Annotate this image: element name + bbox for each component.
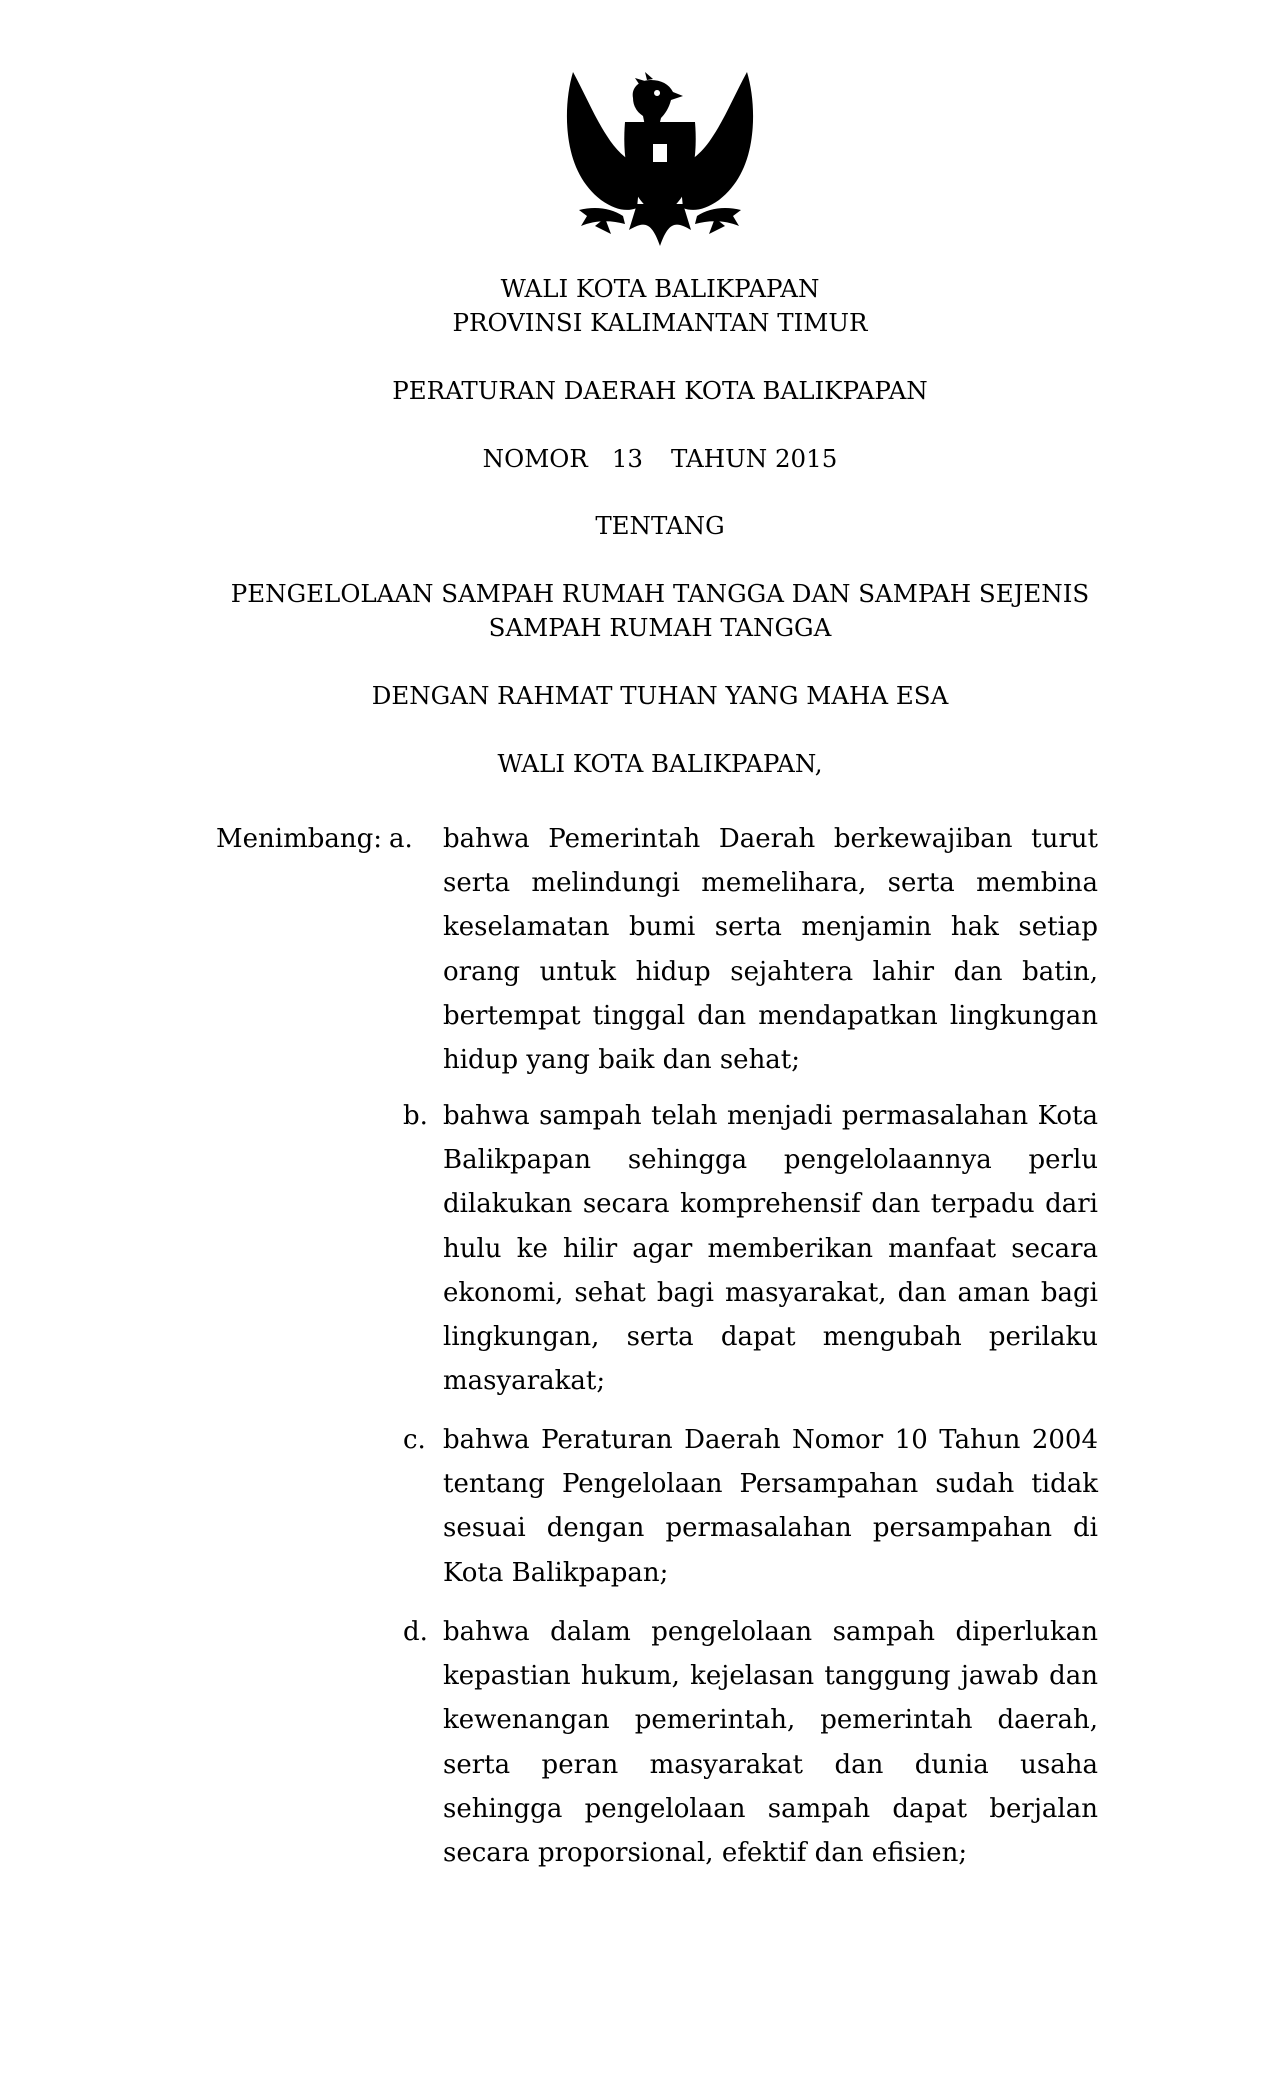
nomor-value: 13 (611, 444, 644, 473)
menimbang-label: Menimbang: (216, 824, 383, 854)
consideration-text-c: bahwa Peraturan Daerah Nomor 10 Tahun 2004 tentang Pengelolaan Persampahan sudah tidak sesuai dengan permasalahan persampahan di Kota Balikpapan; (443, 1425, 1098, 1588)
nomor-label: NOMOR (482, 444, 588, 473)
invocation: DENGAN RAHMAT TUHAN YANG MAHA ESA (371, 681, 949, 710)
province-title: PROVINSI KALIMANTAN TIMUR (452, 308, 868, 337)
issuer-title: WALI KOTA BALIKPAPAN (500, 274, 820, 303)
consideration-text-b: bahwa sampah telah menjadi permasalahan Kota Balikpapan sehingga pengelolaannya perlu dilakukan secara komprehensif dan terpadu dari hulu ke hilir agar memberikan manfaat secara ekonomi, sehat bagi masyarakat, dan aman bagi lingkungan, serta dapat mengubah perilaku masyarakat; (443, 1101, 1098, 1397)
subject-line-1: PENGELOLAAN SAMPAH RUMAH TANGGA DAN SAMPAH SEJENIS (230, 579, 1090, 608)
item-marker-a: a. (389, 824, 413, 854)
tentang-heading: TENTANG (595, 511, 725, 540)
authority-title: WALI KOTA BALIKPAPAN, (497, 749, 823, 778)
item-marker-d: d. (403, 1617, 428, 1647)
item-marker-b: b. (403, 1101, 428, 1131)
regulation-number (0, 442, 1275, 476)
subject-line-2: SAMPAH RUMAH TANGGA (488, 613, 832, 642)
item-marker-c: c. (403, 1425, 426, 1455)
regulation-title: PERATURAN DAERAH KOTA BALIKPAPAN (392, 376, 928, 405)
tahun-label: TAHUN 2015 (671, 444, 838, 473)
consideration-text-d: bahwa dalam pengelolaan sampah diperlukan kepastian hukum, kejelasan tanggung jawab dan kewenangan pemerintah, pemerintah daerah, serta peran masyarakat dan dunia usaha sehingga pengelolaan sampah dapat berjalan secara proporsional, efektif dan efisien; (443, 1617, 1098, 1869)
garuda-emblem-icon (565, 70, 755, 248)
consideration-text-a: bahwa Pemerintah Daerah berkewajiban turut serta melindungi memelihara, serta membina keselamatan bumi serta menjamin hak setiap orang untuk hidup sejahtera lahir dan batin, bertempat tinggal dan mendapatkan lingkungan hidup yang baik dan sehat; (443, 824, 1098, 1076)
